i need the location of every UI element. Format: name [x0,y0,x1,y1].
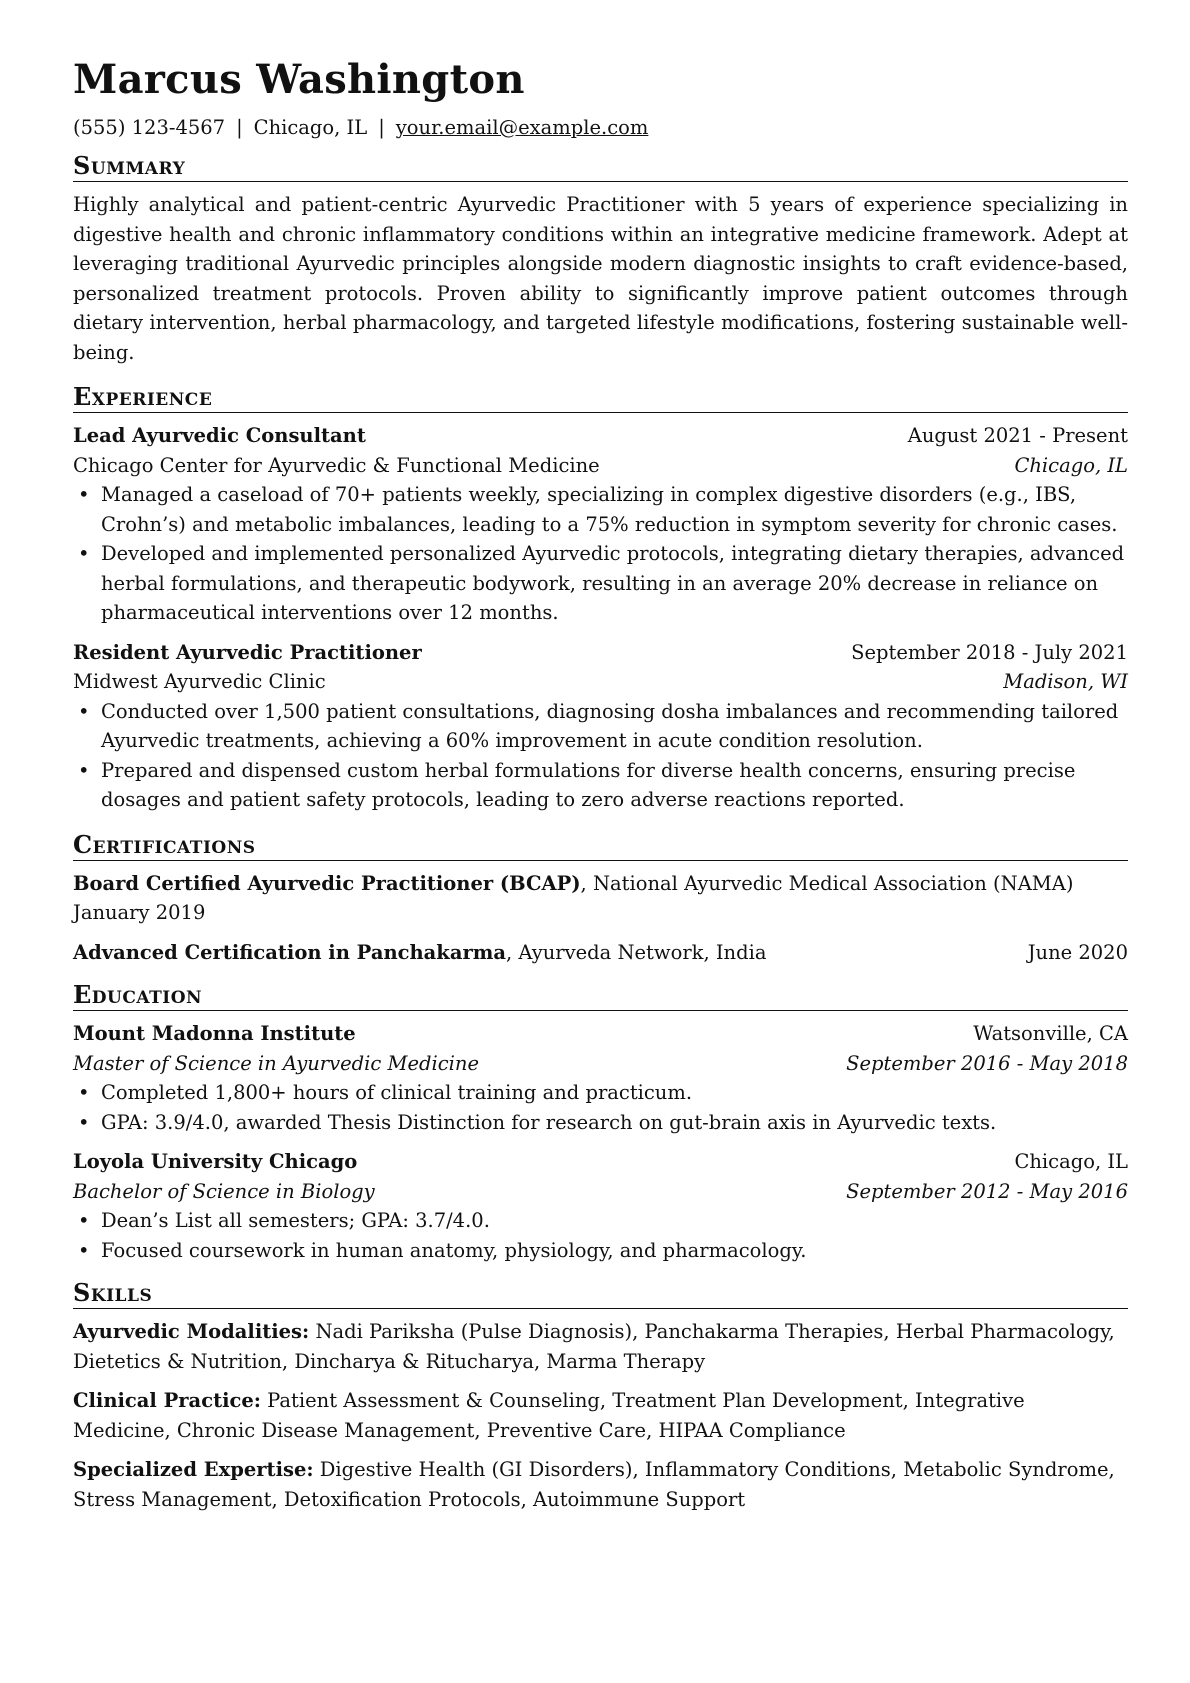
skill-group [73,1317,1128,1376]
email-link[interactable]: your.email@example.com [395,116,649,139]
list-item: • Completed 1,800+ hours of clinical training and practicum. [73,1078,1128,1108]
job-location: Chicago, IL [1014,453,1128,477]
certification-issuer: , Ayurveda Network, India [506,940,767,964]
education-entry [73,1147,1128,1265]
degree-row [73,1049,1128,1079]
skill-label: Ayurvedic Modalities: [73,1320,310,1343]
degree-dates: September 2016 - May 2018 [846,1051,1128,1075]
location: Chicago, IL [253,116,368,139]
skill-text: Nadi Pariksha (Pulse Diagnosis), Panchakarma Therapies, Herbal Pharmacology, Dietetics & Nutrition, Dincharya & Ritucharya, Marma Therapy [73,1320,1115,1373]
section-title-education: Education [73,981,1128,1011]
separator: | [236,116,243,139]
certification-entry [73,938,1128,968]
list-item: • Dean’s List all semesters; GPA: 3.7/4.0. [73,1206,1128,1236]
job-location: Madison, WI [1003,670,1128,693]
job-entry [73,421,1128,628]
degree-row [73,1177,1128,1207]
section-title-skills: Skills [73,1279,1128,1309]
summary-text: Highly analytical and patient-centric Ayurvedic Practitioner with 5 years of experience specializing in digestive health and chronic inflammatory conditions within an integrative medicine framework. Adept at leveraging traditional Ayurvedic principles alongside modern diagnostic insights to craft evidence-based, personalized treatment protocols. Proven ability to significantly improve patient outcomes through dietary intervention, herbal pharmacology, and targeted lifestyle modifications, fostering sustainable well-being. [73,193,1128,364]
job-role: Resident Ayurvedic Practitioner [73,640,422,664]
school-row [73,1147,1128,1177]
job-header [73,638,1128,668]
education-bullets [73,1078,1128,1137]
certification-date: January 2019 [73,901,206,924]
degree-name: Bachelor of Science in Biology [73,1179,375,1203]
resume-page [73,56,1128,1514]
section-title-experience: Experience [73,383,1128,413]
certification-date-row [73,898,1128,928]
job-organization: Chicago Center for Ayurvedic & Functional Medicine [73,453,600,477]
list-item: • Prepared and dispensed custom herbal formulations for diverse health concerns, ensuring precise dosages and patient safety protocols, leading to zero adverse reactions reported. [73,756,1128,815]
certification-entry [73,869,1128,928]
school-row [73,1019,1128,1049]
list-item: • GPA: 3.9/4.0, awarded Thesis Distinction for research on gut-brain axis in Ayurvedic texts. [73,1108,1128,1138]
job-organization: Midwest Ayurvedic Clinic [73,670,326,693]
job-entry [73,638,1128,815]
list-item: • Conducted over 1,500 patient consultations, diagnosing dosha imbalances and recommending tailored Ayurvedic treatments, achieving a 60% improvement in acute condition resolution. [73,697,1128,756]
list-item: • Developed and implemented personalized Ayurvedic protocols, integrating dietary therapies, advanced herbal formulations, and therapeutic bodywork, resulting in an average 20% decrease in reliance on pharmaceutical interventions over 12 months. [73,539,1128,628]
skill-text: Patient Assessment & Counseling, Treatment Plan Development, Integrative Medicine, Chronic Disease Management, Preventive Care, HIPAA Compliance [73,1389,1025,1442]
job-org-row [73,667,1128,697]
certification-row [73,938,1128,968]
job-bullets [73,697,1128,815]
phone-number: (555) 123-4567 [73,116,226,139]
skill-text: Digestive Health (GI Disorders), Inflammatory Conditions, Metabolic Syndrome, Stress Management, Detoxification Protocols, Autoimmune Support [73,1458,1115,1511]
job-dates: August 2021 - Present [907,424,1128,447]
certification-date: June 2020 [1027,940,1128,964]
job-role: Lead Ayurvedic Consultant [73,424,366,447]
skill-group [73,1455,1128,1514]
job-bullets [73,480,1128,628]
job-header [73,421,1128,451]
certification-row [73,869,1128,899]
degree-dates: September 2012 - May 2016 [846,1179,1128,1203]
section-title-summary: Summary [73,152,1128,182]
school-name: Mount Madonna Institute [73,1022,356,1045]
education-bullets [73,1206,1128,1265]
job-dates: September 2018 - July 2021 [851,640,1128,664]
education-entry [73,1019,1128,1137]
certification-text [73,938,766,968]
list-item: • Focused coursework in human anatomy, physiology, and pharmacology. [73,1236,1128,1266]
certification-name: Advanced Certification in Panchakarma [73,940,506,964]
certification-name: Board Certified Ayurvedic Practitioner (BCAP) [73,871,581,895]
skill-label: Clinical Practice: [73,1389,261,1412]
contact-line [73,116,1128,140]
candidate-name: Marcus Washington [73,56,525,103]
school-name: Loyola University Chicago [73,1150,358,1173]
list-item: • Managed a caseload of 70+ patients weekly, specializing in complex digestive disorders (e.g., IBS, Crohn’s) and metabolic imbalances, leading to a 75% reduction in symptom severity for chronic cases. [73,480,1128,539]
school-location: Chicago, IL [1014,1150,1128,1173]
job-org-row [73,451,1128,481]
certification-issuer: , National Ayurvedic Medical Association (NAMA) [580,871,1074,895]
certification-text [73,869,1073,899]
section-title-certifications: Certifications [73,831,1128,861]
degree-name: Master of Science in Ayurvedic Medicine [73,1051,479,1075]
skill-group [73,1386,1128,1445]
separator: | [378,116,385,139]
school-location: Watsonville, CA [973,1022,1128,1045]
skill-label: Specialized Expertise: [73,1458,314,1481]
